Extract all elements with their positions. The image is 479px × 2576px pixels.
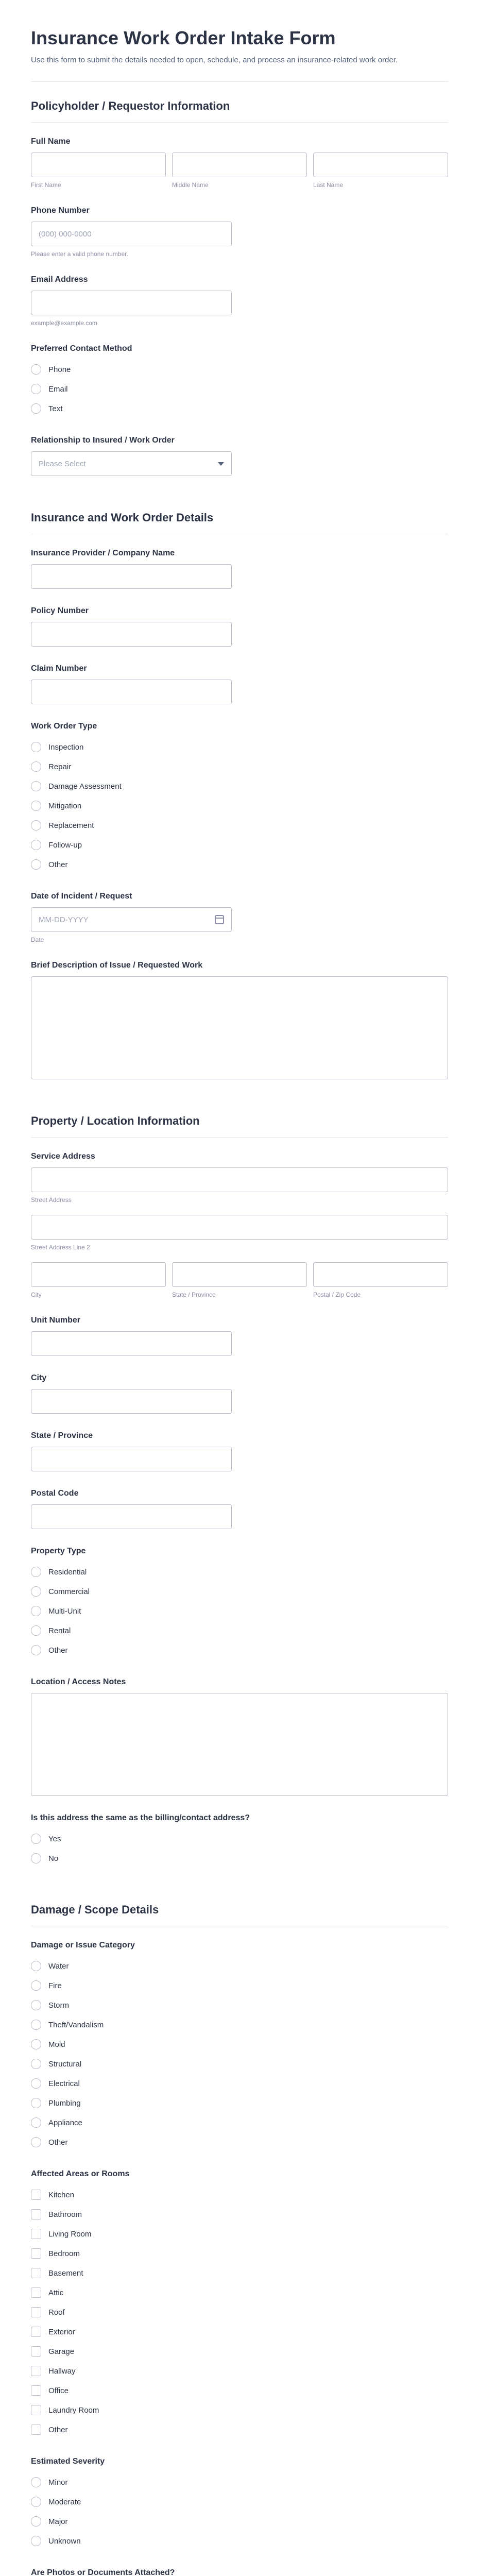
radio-button[interactable]: [31, 2000, 41, 2010]
option-label: Yes: [48, 1834, 61, 1843]
option-label: Mitigation: [48, 801, 82, 810]
damage-category-option[interactable]: [31, 2113, 448, 2132]
street-address-sublabel: Street Address: [31, 1196, 72, 1204]
address-state-sublabel: State / Province: [172, 1291, 216, 1298]
email-input[interactable]: [31, 291, 232, 315]
damage-category-option[interactable]: [31, 2132, 448, 2152]
work-order-type-option[interactable]: [31, 855, 448, 874]
email-field: [31, 275, 448, 327]
form-header: [31, 0, 448, 82]
option-label: Basement: [48, 2268, 83, 2278]
option-label: No: [48, 1854, 59, 1863]
option-label: Hallway: [48, 2366, 76, 2376]
access-notes-textarea[interactable]: [31, 1693, 448, 1796]
photos-attached-field: [31, 2568, 448, 2576]
radio-button[interactable]: [31, 1645, 41, 1655]
first-name-input[interactable]: [31, 152, 166, 177]
option-label: Living Room: [48, 2229, 92, 2239]
option-label: Appliance: [48, 2118, 82, 2127]
radio-button[interactable]: [31, 2098, 41, 2108]
checkbox[interactable]: [31, 2327, 41, 2337]
city-state-zip-row: [31, 1262, 448, 1298]
last-name-input[interactable]: [313, 152, 448, 177]
damage-category-option[interactable]: [31, 1956, 448, 1976]
postal-field: [31, 1489, 448, 1529]
property-type-option[interactable]: [31, 1562, 448, 1582]
option-label: Repair: [48, 762, 72, 771]
affected-areas-label: Affected Areas or Rooms: [31, 2170, 130, 2178]
claim-label: Claim Number: [31, 664, 87, 673]
city-input[interactable]: [31, 1389, 232, 1414]
radio-button[interactable]: [31, 1606, 41, 1616]
radio-button[interactable]: [31, 761, 41, 772]
property-type-option[interactable]: [31, 1601, 448, 1621]
option-label: Laundry Room: [48, 2405, 99, 2415]
same-address-option[interactable]: [31, 1829, 448, 1849]
radio-button[interactable]: [31, 2497, 41, 2507]
radio-button[interactable]: [31, 2536, 41, 2546]
option-label: Rental: [48, 1626, 71, 1635]
checkbox[interactable]: [31, 2385, 41, 2396]
radio-button[interactable]: [31, 2117, 41, 2128]
damage-category-option[interactable]: [31, 2035, 448, 2054]
unit-field: [31, 1316, 448, 1356]
last-name-col: [313, 152, 448, 189]
work-order-type-option[interactable]: [31, 737, 448, 757]
option-label: Moderate: [48, 2497, 81, 2506]
zip-col: [313, 1262, 448, 1298]
city-label: City: [31, 1374, 47, 1382]
option-label: Exterior: [48, 2327, 75, 2336]
claim-field: [31, 664, 448, 704]
option-label: Other: [48, 860, 68, 869]
address-field: [31, 1152, 448, 1298]
option-label: Inspection: [48, 742, 84, 752]
property-type-option[interactable]: [31, 1621, 448, 1640]
relationship-placeholder: Please Select: [39, 459, 86, 468]
incident-date-placeholder: MM-DD-YYYY: [39, 915, 89, 924]
affected-area-option[interactable]: [31, 2205, 448, 2224]
section-work-order-title: Insurance and Work Order Details: [31, 494, 448, 534]
same-address-field: [31, 1814, 448, 1868]
radio-button[interactable]: [31, 1586, 41, 1597]
affected-area-option[interactable]: [31, 2381, 448, 2400]
affected-areas-field: [31, 2170, 448, 2439]
option-label: Storm: [48, 2001, 70, 2010]
address-zip-input[interactable]: [313, 1262, 448, 1287]
checkbox[interactable]: [31, 2248, 41, 2259]
affected-area-option[interactable]: [31, 2224, 448, 2244]
city-col: [31, 1262, 166, 1298]
policy-input[interactable]: [31, 622, 232, 647]
option-label: Bedroom: [48, 2249, 80, 2258]
radio-button[interactable]: [31, 2477, 41, 2487]
provider-input[interactable]: [31, 564, 232, 589]
severity-option[interactable]: [31, 2512, 448, 2531]
option-label: Electrical: [48, 2079, 80, 2088]
address-zip-sublabel: Postal / Zip Code: [313, 1291, 361, 1298]
relationship-label: Relationship to Insured / Work Order: [31, 436, 175, 445]
full-name-label: Full Name: [31, 137, 71, 146]
photos-attached-label: Are Photos or Documents Attached?: [31, 2568, 175, 2576]
brief-description-textarea[interactable]: [31, 976, 448, 1079]
relationship-select[interactable]: [31, 451, 232, 476]
severity-option[interactable]: [31, 2531, 448, 2551]
option-label: Other: [48, 1646, 68, 1655]
damage-category-option[interactable]: [31, 1976, 448, 1995]
damage-category-option[interactable]: [31, 1995, 448, 2015]
city-field: [31, 1374, 448, 1414]
incident-date-input[interactable]: [31, 907, 232, 932]
unit-label: Unit Number: [31, 1316, 80, 1325]
radio-button[interactable]: [31, 2020, 41, 2030]
street-address-line2-input[interactable]: [31, 1215, 448, 1240]
damage-category-option[interactable]: [31, 2054, 448, 2074]
option-label: Text: [48, 404, 63, 413]
radio-button[interactable]: [31, 840, 41, 850]
contact-method-option[interactable]: [31, 360, 448, 379]
option-label: Follow-up: [48, 840, 82, 850]
incident-date-field: [31, 892, 448, 943]
severity-option[interactable]: [31, 2492, 448, 2512]
access-notes-label: Location / Access Notes: [31, 1677, 126, 1686]
middle-name-col: [172, 152, 307, 189]
email-hint: example@example.com: [31, 319, 97, 327]
checkbox[interactable]: [31, 2366, 41, 2376]
checkbox[interactable]: [31, 2190, 41, 2200]
checkbox[interactable]: [31, 2425, 41, 2435]
radio-button[interactable]: [31, 1961, 41, 1971]
section-damage-title: Damage / Scope Details: [31, 1886, 448, 1926]
radio-button[interactable]: [31, 1834, 41, 1844]
first-name-sublabel: First Name: [31, 181, 61, 189]
contact-method-option[interactable]: [31, 399, 448, 418]
severity-field: [31, 2457, 448, 2551]
section-policyholder-title: Policyholder / Requestor Information: [31, 82, 448, 123]
access-notes-field: [31, 1677, 448, 1796]
last-name-sublabel: Last Name: [313, 181, 344, 189]
email-label: Email Address: [31, 275, 88, 284]
work-order-type-option[interactable]: [31, 835, 448, 855]
option-label: Other: [48, 2425, 68, 2434]
chevron-down-icon: [218, 462, 224, 466]
first-name-col: [31, 152, 166, 189]
checkbox[interactable]: [31, 2405, 41, 2415]
option-label: Structural: [48, 2059, 82, 2069]
property-type-field: [31, 1547, 448, 1660]
property-type-label: Property Type: [31, 1547, 86, 1555]
incident-date-hint: Date: [31, 936, 44, 943]
state-input[interactable]: [31, 1447, 232, 1471]
affected-area-option[interactable]: [31, 2302, 448, 2322]
brief-description-field: [31, 961, 448, 1079]
option-label: Major: [48, 2517, 68, 2526]
radio-button[interactable]: [31, 384, 41, 394]
checkbox[interactable]: [31, 2209, 41, 2219]
option-label: Water: [48, 1961, 69, 1971]
option-label: Theft/Vandalism: [48, 2020, 104, 2029]
affected-area-option[interactable]: [31, 2185, 448, 2205]
state-label: State / Province: [31, 1431, 93, 1440]
checkbox[interactable]: [31, 2229, 41, 2239]
option-label: Unknown: [48, 2536, 81, 2546]
calendar-icon[interactable]: [215, 915, 224, 924]
radio-button[interactable]: [31, 1625, 41, 1636]
option-label: Roof: [48, 2308, 65, 2317]
phone-input[interactable]: [31, 222, 232, 246]
affected-area-option[interactable]: [31, 2322, 448, 2342]
severity-label: Estimated Severity: [31, 2457, 105, 2466]
state-col: [172, 1262, 307, 1298]
middle-name-sublabel: Middle Name: [172, 181, 209, 189]
severity-option[interactable]: [31, 2472, 448, 2492]
radio-button[interactable]: [31, 1980, 41, 1991]
property-type-option[interactable]: [31, 1640, 448, 1660]
contact-method-label: Preferred Contact Method: [31, 344, 132, 353]
policy-label: Policy Number: [31, 606, 89, 615]
option-label: Office: [48, 2386, 69, 2395]
option-label: Phone: [48, 365, 71, 374]
option-label: Other: [48, 2138, 68, 2147]
address-state-input[interactable]: [172, 1262, 307, 1287]
phone-field: [31, 206, 448, 258]
form-description: Use this form to submit the details needed to open, schedule, and process an insurance-related work order.: [31, 56, 398, 64]
option-label: Fire: [48, 1981, 62, 1990]
state-field: [31, 1431, 448, 1471]
option-label: Minor: [48, 2478, 68, 2487]
radio-button[interactable]: [31, 403, 41, 414]
option-label: Commercial: [48, 1587, 90, 1596]
full-name-row: [31, 152, 448, 189]
checkbox[interactable]: [31, 2307, 41, 2317]
affected-area-option[interactable]: [31, 2342, 448, 2361]
radio-button[interactable]: [31, 801, 41, 811]
radio-button[interactable]: [31, 2059, 41, 2069]
relationship-field: [31, 436, 448, 476]
work-order-type-option[interactable]: [31, 757, 448, 776]
property-type-option[interactable]: [31, 1582, 448, 1601]
checkbox[interactable]: [31, 2268, 41, 2278]
same-address-option[interactable]: [31, 1849, 448, 1868]
affected-area-option[interactable]: [31, 2400, 448, 2420]
damage-category-label: Damage or Issue Category: [31, 1941, 135, 1950]
middle-name-input[interactable]: [172, 152, 307, 177]
damage-category-option[interactable]: [31, 2093, 448, 2113]
option-label: Replacement: [48, 821, 94, 830]
incident-date-label: Date of Incident / Request: [31, 892, 132, 901]
address-city-input[interactable]: [31, 1262, 166, 1287]
same-address-label: Is this address the same as the billing/contact address?: [31, 1814, 250, 1822]
radio-button[interactable]: [31, 2516, 41, 2527]
option-label: Garage: [48, 2347, 75, 2356]
provider-field: [31, 549, 448, 589]
work-order-type-option[interactable]: [31, 816, 448, 835]
postal-input[interactable]: [31, 1504, 232, 1529]
unit-input[interactable]: [31, 1331, 232, 1356]
street-address-line2-sublabel: Street Address Line 2: [31, 1244, 90, 1251]
work-order-type-label: Work Order Type: [31, 722, 97, 731]
affected-area-option[interactable]: [31, 2420, 448, 2439]
damage-category-option[interactable]: [31, 2074, 448, 2093]
radio-button[interactable]: [31, 2078, 41, 2089]
radio-button[interactable]: [31, 859, 41, 870]
provider-label: Insurance Provider / Company Name: [31, 549, 175, 557]
damage-category-field: [31, 1941, 448, 2152]
full-name-field: [31, 137, 448, 189]
option-label: Kitchen: [48, 2190, 75, 2199]
affected-area-option[interactable]: [31, 2283, 448, 2302]
contact-method-field: [31, 344, 448, 418]
checkbox[interactable]: [31, 2346, 41, 2357]
contact-method-option[interactable]: [31, 379, 448, 399]
brief-description-label: Brief Description of Issue / Requested Work: [31, 961, 203, 970]
address-label: Service Address: [31, 1152, 95, 1161]
affected-area-option[interactable]: [31, 2361, 448, 2381]
option-label: Mold: [48, 2040, 65, 2049]
street-address-input[interactable]: [31, 1167, 448, 1192]
work-order-type-field: [31, 722, 448, 874]
radio-button[interactable]: [31, 1567, 41, 1577]
radio-button[interactable]: [31, 820, 41, 831]
damage-category-option[interactable]: [31, 2015, 448, 2035]
radio-button[interactable]: [31, 2039, 41, 2049]
work-order-type-option[interactable]: [31, 796, 448, 816]
option-label: Attic: [48, 2288, 64, 2297]
claim-input[interactable]: [31, 680, 232, 704]
phone-hint: Please enter a valid phone number.: [31, 250, 128, 258]
radio-button[interactable]: [31, 742, 41, 752]
phone-label: Phone Number: [31, 206, 90, 215]
policy-field: [31, 606, 448, 647]
affected-area-option[interactable]: [31, 2244, 448, 2263]
affected-area-option[interactable]: [31, 2263, 448, 2283]
option-label: Multi-Unit: [48, 1606, 81, 1616]
option-label: Damage Assessment: [48, 782, 122, 791]
option-label: Email: [48, 384, 68, 394]
radio-button[interactable]: [31, 2137, 41, 2147]
radio-button[interactable]: [31, 781, 41, 791]
checkbox[interactable]: [31, 2287, 41, 2298]
option-label: Plumbing: [48, 2098, 81, 2108]
option-label: Residential: [48, 1567, 87, 1577]
postal-label: Postal Code: [31, 1489, 79, 1498]
address-city-sublabel: City: [31, 1291, 42, 1298]
radio-button[interactable]: [31, 1853, 41, 1863]
section-property-title: Property / Location Information: [31, 1097, 448, 1138]
radio-button[interactable]: [31, 364, 41, 375]
work-order-type-option[interactable]: [31, 776, 448, 796]
option-label: Bathroom: [48, 2210, 82, 2219]
form-title: Insurance Work Order Intake Form: [31, 27, 336, 48]
